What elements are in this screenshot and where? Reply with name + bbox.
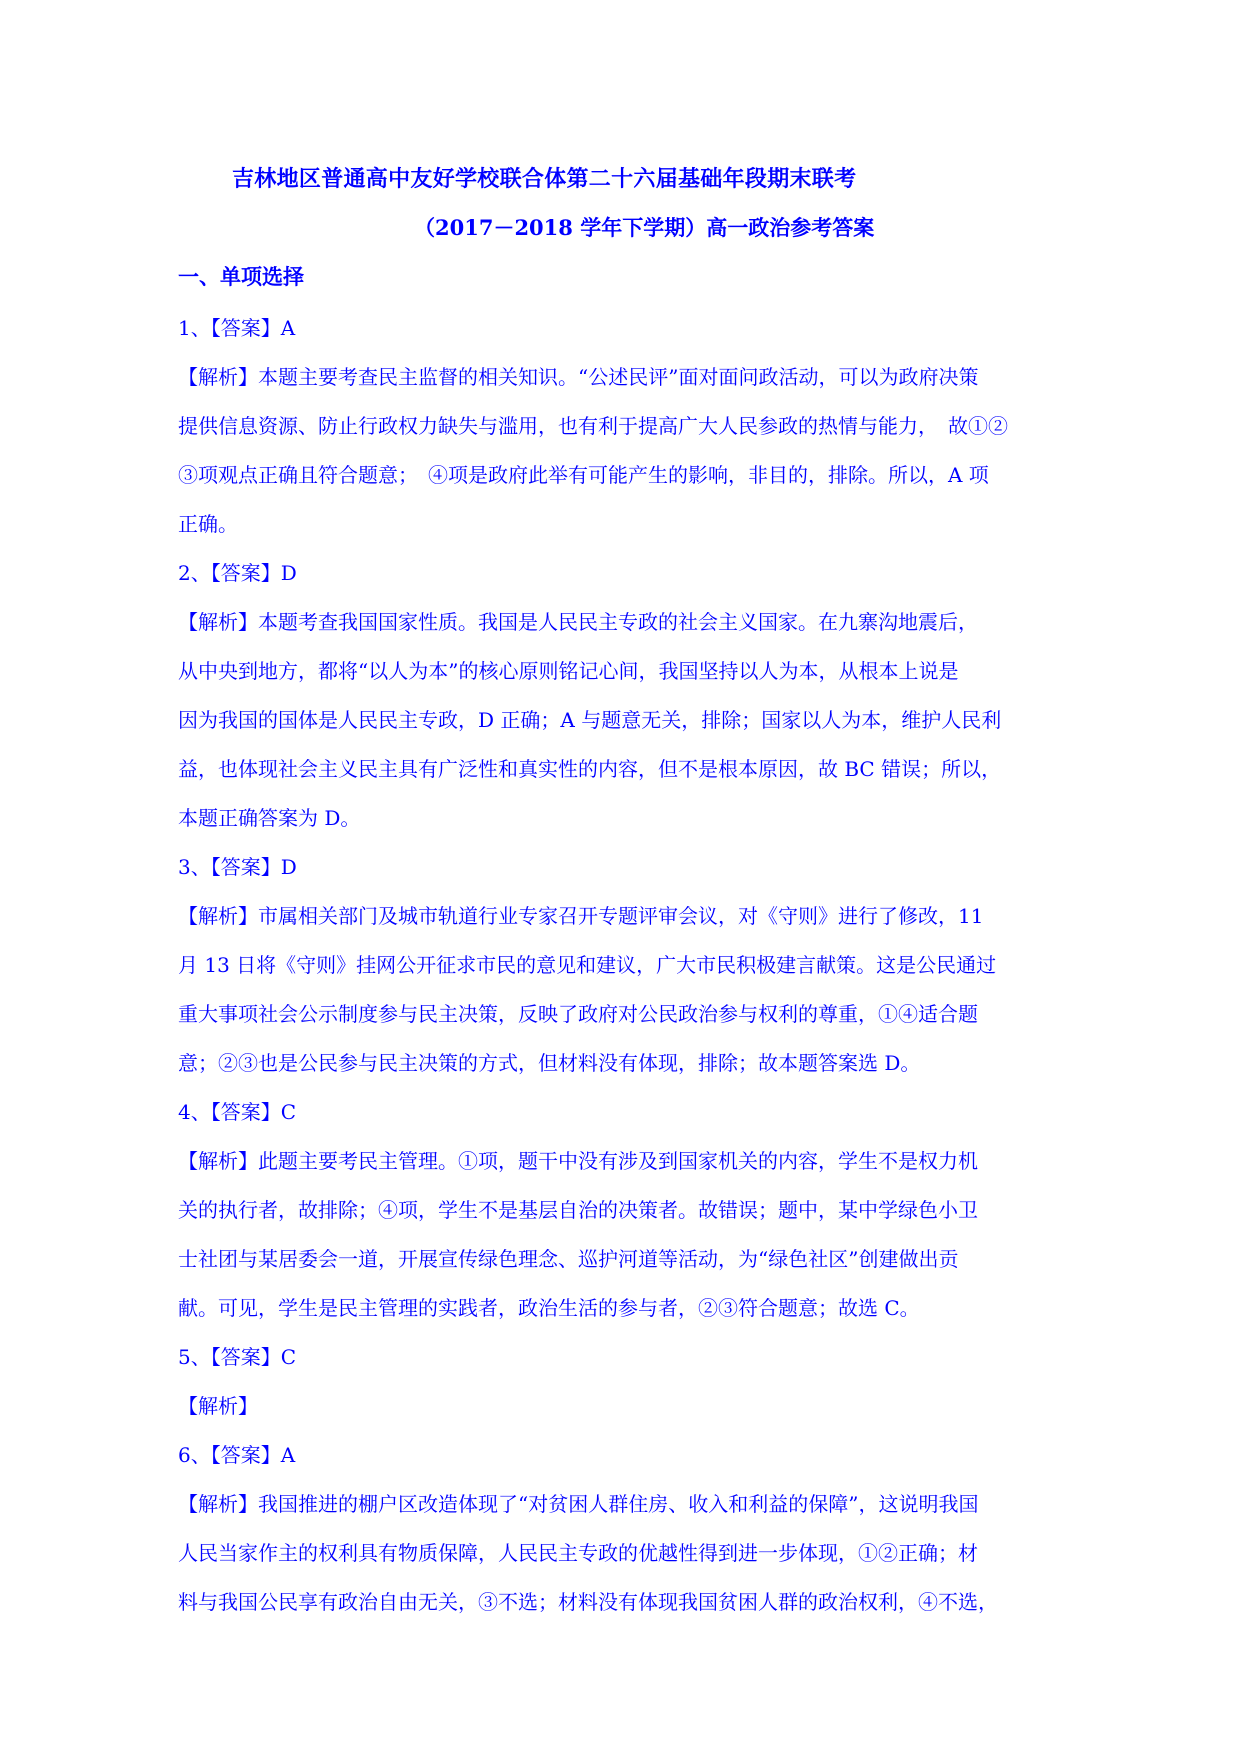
text-line: 献。可见，学生是民主管理的实践者，政治生活的参与者，②③符合题意；故选 C。 xyxy=(178,1296,920,1320)
text-line: ③项观点正确且符合题意； ④项是政府此举有可能产生的影响，非目的，排除。所以，A 项 xyxy=(178,463,989,487)
text-line: 6、【答案】A xyxy=(178,1443,296,1467)
text-line: 【解析】此题主要考民主管理。①项，题干中没有涉及到国家机关的内容，学生不是权力机 xyxy=(178,1149,978,1173)
text-line: 正确。 xyxy=(178,512,238,536)
text-line: 月 13 日将《守则》挂网公开征求市民的意见和建议，广大市民积极建言献策。这是公民通过 xyxy=(178,953,997,977)
answer-body xyxy=(178,304,1078,1627)
document-subtitle: （2017－2018 学年下学期）高一政治参考答案 xyxy=(414,215,875,240)
text-line: 人民当家作主的权利具有物质保障，人民民主专政的优越性得到进一步体现，①②正确；材 xyxy=(178,1541,978,1565)
text-line: 【解析】我国推进的棚户区改造体现了“对贫困人群住房、收入和利益的保障”，这说明我国 xyxy=(178,1492,979,1516)
text-line: 益，也体现社会主义民主具有广泛性和真实性的内容，但不是根本原因，故 BC 错误；所以， xyxy=(178,757,1002,781)
text-line: 3、【答案】D xyxy=(178,855,297,879)
text-line: 本题正确答案为 D。 xyxy=(178,806,361,830)
text-line: 因为我国的国体是人民民主专政，D 正确；A 与题意无关，排除；国家以人为本，维护人民利 xyxy=(178,708,1002,732)
text-line: 提供信息资源、防止行政权力缺失与滥用，也有利于提高广大人民参政的热情与能力， 故①② xyxy=(178,414,1008,438)
text-line: 士社团与某居委会一道，开展宣传绿色理念、巡护河道等活动，为“绿色社区”创建做出贡 xyxy=(178,1247,959,1271)
section-heading: 一、单项选择 xyxy=(178,264,304,289)
text-line: 1、【答案】A xyxy=(178,316,296,340)
text-line: 料与我国公民享有政治自由无关，③不选；材料没有体现我国贫困人群的政治权利，④不选， xyxy=(178,1590,998,1614)
text-line: 【解析】 xyxy=(178,1394,258,1418)
text-line: 重大事项社会公示制度参与民主决策，反映了政府对公民政治参与权利的尊重，①④适合题 xyxy=(178,1002,978,1026)
text-line: 意；②③也是公民参与民主决策的方式，但材料没有体现，排除；故本题答案选 D。 xyxy=(178,1051,921,1075)
text-line: 【解析】市属相关部门及城市轨道行业专家召开专题评审会议，对《守则》进行了修改，11 xyxy=(178,904,984,928)
text-line: 关的执行者，故排除；④项，学生不是基层自治的决策者。故错误；题中，某中学绿色小卫 xyxy=(178,1198,978,1222)
text-line: 2、【答案】D xyxy=(178,561,297,585)
text-line: 4、【答案】C xyxy=(178,1100,297,1124)
text-line: 从中央到地方，都将“以人为本”的核心原则铭记心间，我国坚持以人为本，从根本上说是 xyxy=(178,659,959,683)
text-line: 【解析】本题主要考查民主监督的相关知识。“公述民评”面对面问政活动，可以为政府决策 xyxy=(178,365,979,389)
text-line: 5、【答案】C xyxy=(178,1345,297,1369)
text-line: 【解析】本题考查我国国家性质。我国是人民民主专政的社会主义国家。在九寨沟地震后， xyxy=(178,610,978,634)
document-title: 吉林地区普通高中友好学校联合体第二十六届基础年段期末联考 xyxy=(232,166,857,192)
